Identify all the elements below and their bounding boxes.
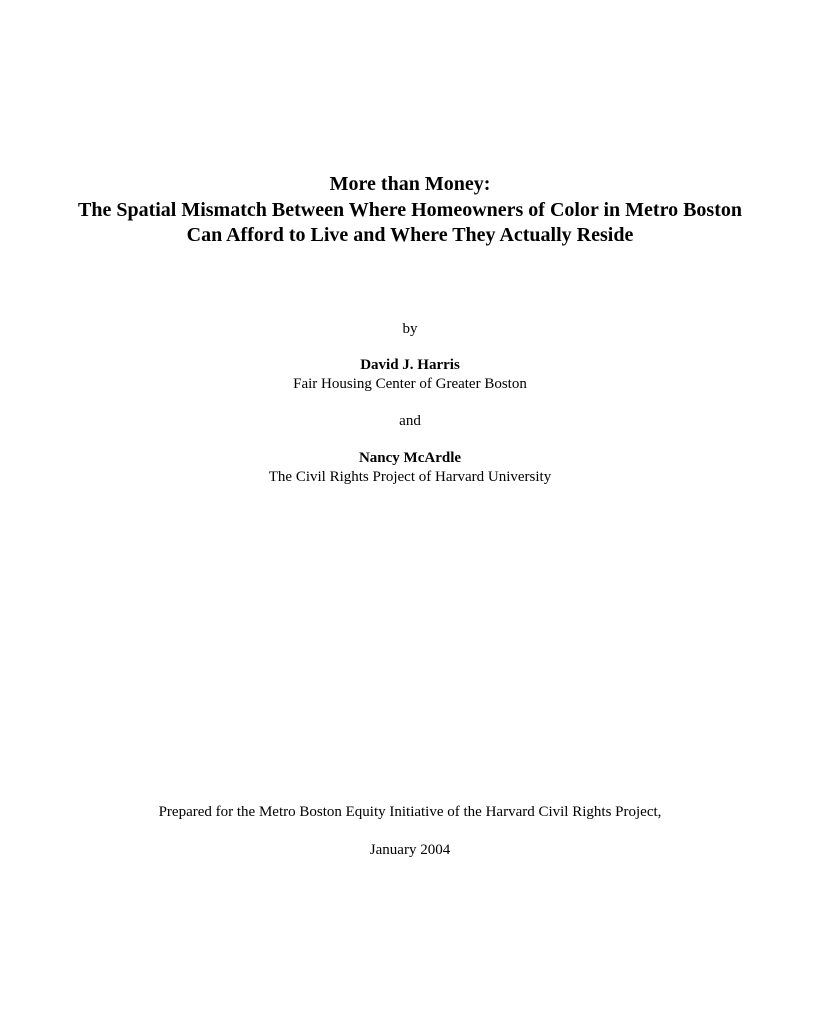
title-line-1: More than Money: bbox=[329, 173, 491, 195]
author-2-affiliation: The Civil Rights Project of Harvard University bbox=[268, 469, 552, 485]
byline-and: and bbox=[399, 413, 421, 429]
title-line-3: Can Afford to Live and Where They Actually Reside bbox=[186, 224, 634, 246]
publication-date: January 2004 bbox=[369, 842, 451, 858]
author-1-name: David J. Harris bbox=[360, 357, 460, 373]
title-line-2: The Spatial Mismatch Between Where Homeowners of Color in Metro Boston bbox=[77, 199, 742, 221]
author-2-name: Nancy McArdle bbox=[358, 450, 462, 466]
byline-by: by bbox=[402, 321, 418, 337]
prepared-for-text: Prepared for the Metro Boston Equity Initiative of the Harvard Civil Rights Project, bbox=[158, 804, 662, 820]
author-1-affiliation: Fair Housing Center of Greater Boston bbox=[293, 376, 527, 392]
